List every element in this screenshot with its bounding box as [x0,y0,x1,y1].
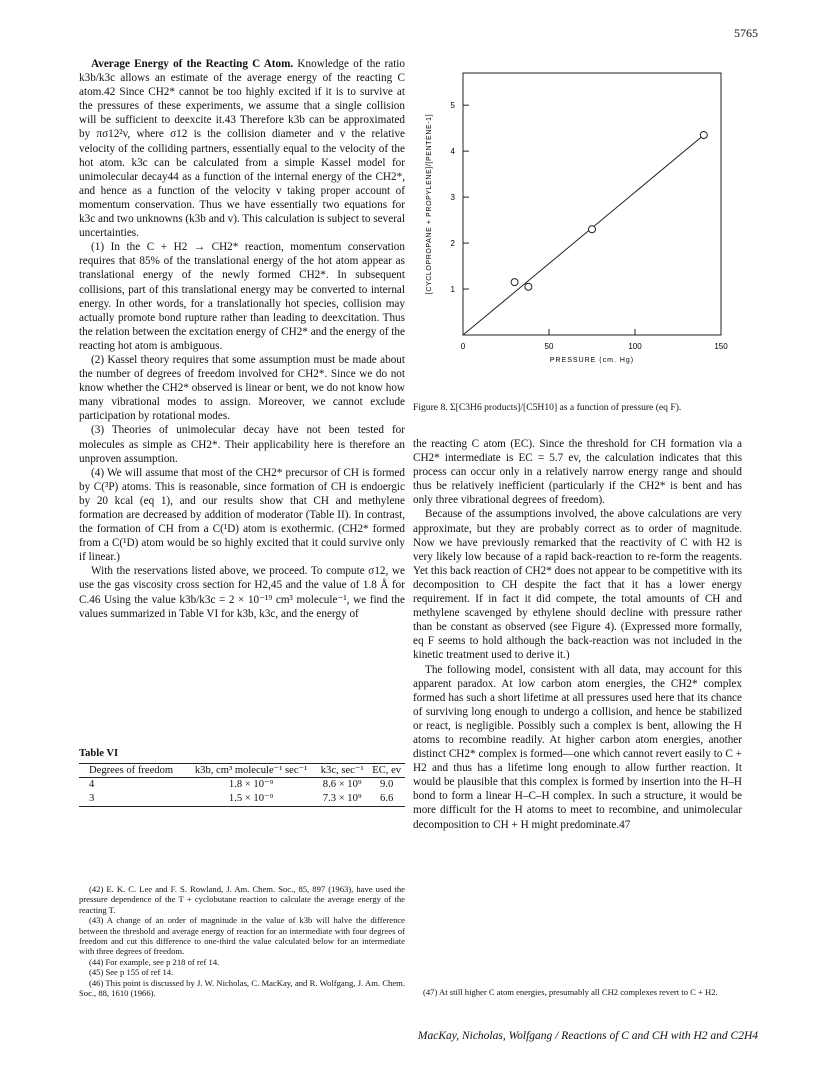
x-tick-label: 100 [628,342,642,351]
x-tick-label: 50 [544,342,554,351]
data-point [589,226,596,233]
table-header: Degrees of freedom [79,764,186,778]
footnote: (42) E. K. C. Lee and F. S. Rowland, J. Am. Chem. Soc., 85, 897 (1963), have used the pressure dependence of the T + cyclobutane reaction to calculate the average energy of the reacting T. [79,884,405,915]
table-cell: 8.6 × 10⁹ [322,779,362,790]
paragraph: (2) Kassel theory requires that some assumption must be made about the number of degrees of freedom involved for CH2*. Since we do not know whether the CH2* observed is linear or bent, we do not know how many vibrational modes to assign. Moreover, we cannot exclude participation by rotational modes. [79,353,405,423]
section-heading: Average Energy of the Reacting C Atom. [91,58,294,70]
figure-8-chart [413,55,743,367]
y-tick-label: 1 [450,285,455,295]
footnote: (47) At still higher C atom energies, presumably all CH2 complexes revert to C + H2. [423,987,718,997]
footnote: (43) A change of an order of magnitude in the value of k3b will halve the difference between the threshold and average energy of reaction for an intermediate with four degrees of freedom and cut this difference to one-third the value calculated below for an intermediate with three degrees of freedom. [79,915,405,957]
table-cell: 9.0 [380,779,394,790]
table-header: k3c, sec⁻¹ [316,764,368,778]
table-cell: 7.3 × 10⁹ [322,793,362,804]
data-point [700,132,707,139]
fit-line [463,135,704,335]
right-footnote [413,987,742,997]
paragraph: the reacting C atom (EC). Since the threshold for CH formation via a CH2* intermediate is EC = 5.7 ev, the calculation indicates that this process can occur only in a relatively narrow energy range and should thus be relatively inefficient (particularly if the CH2* is bent and has only three vibrational degrees of freedom). [413,438,742,507]
running-footer: MacKay, Nicholas, Wolfgang / Reactions of C and CH with H2 and C2H4 [417,1030,758,1042]
table-cell: 1.8 × 10⁻⁹ [228,779,274,790]
footnote: (44) For example, see p 218 of ref 14. [89,956,220,967]
table-header: k3b, cm³ molecule⁻¹ sec⁻¹ [186,764,316,778]
page-number: 5765 [734,26,758,40]
table-row [79,792,405,807]
data-table [79,763,405,807]
data-point [525,283,532,290]
paragraph: (4) We will assume that most of the CH2* precursor of CH is formed by C(³P) atoms. This is reasonable, since formation of CH is endoergic by 20 kcal (eq 1), and our results show that CH and methylene formation are decreased by addition of moderator (Table II). In contrast, the formation of CH from a C(¹D) atom is exothermic. (CH2* formed from a C(¹D) atom would be so highly excited that it could survive only if linear.) [79,466,405,564]
y-tick-label: 5 [450,101,455,111]
paragraph: With the reservations listed above, we proceed. To compute σ12, we use the gas viscosity cross section for H2,45 and the value of 1.8 Å for C.46 Using the value k3b/k3c = 2 × 10⁻¹⁹ cm³ molecule⁻¹, we find the values summarized in Table VI for k3b, k3c, and the energy of [79,565,405,620]
table-cell: 6.6 [380,793,394,804]
y-axis-label: [CYCLOPROPANE + PROPYLENE]/[PENTENE-1] [426,113,433,295]
y-tick-label: 2 [450,239,455,249]
table-cell: 4 [89,779,95,790]
right-column [413,437,742,832]
paragraph: Because of the assumptions involved, the above calculations are very approximate, but they are probably correct as to order of magnitude. Now we have previously remarked that the reactivity of C with H2 is very likely low because of a rapid back-reaction to re-form the reagents. Yet this back reaction of CH2* does not appear to be competitive with its decomposition to CH despite the fact that it has a lower energy requirement. If in fact it did compete, the total amounts of CH and methylene scavenged by ethylene should decline with pressure rather than be constant as observed (see Figure 4). (Expressed more formally, eq F seems to hold although the back-reaction was not included in the kinetic treatment used to derive it.) [413,508,742,662]
x-tick-label: 150 [714,342,728,351]
footnote: (46) This point is discussed by J. W. Nicholas, C. MacKay, and R. Wolfgang, J. Am. Chem. Soc., 88, 1610 (1966). [79,977,405,999]
table-caption: Table VI [79,748,119,759]
table-vi [79,748,405,807]
table-cell: 3 [89,793,95,804]
paragraph: The following model, consistent with all data, may account for this apparent paradox. At low carbon atom energies, the CH2* complex formed has such a short lifetime at all pressures used here that its chance of surviving long enough to undergo a collision, and hence be stabilized or react, is negligible. Possibly such a complex is bent, allowing the H atoms to recombine readily. At higher carbon atom energies, another distinct CH2* complex is formed—one which cannot revert easily to C + H2 and thus has a lifetime long enough to allow further reaction. It would be plausible that this complex is formed by insertion into the H–H bond to form a linear H–C–H complex. In such a structure, it would be more difficult for the H atoms to meet to recombine, and unimolecular decomposition to CH + H might predominate.47 [413,663,742,831]
y-tick-label: 4 [450,147,455,157]
left-footnotes [79,884,405,998]
y-tick-label: 3 [450,193,455,203]
figure-caption: Figure 8. Σ[C3H6 products]/[C5H10] as a function of pressure (eq F). [413,402,682,413]
table-row [79,778,405,793]
paragraph: Knowledge of the ratio k3b/k3c allows an estimate of the average energy of the reacting C atom.42 Since CH2* cannot be too highly excited if it is to survive at the pressures of these experiments, we assume that a single collision will be sufficient to deexcite it.43 Therefore k3b can be approximated by πσ12²v, where σ12 is the collision diameter and v the relative velocity of the colliding partners, essentially equal to the velocity of the hot atom. k3c can be calculated from a simple Kassel model for unimolecular decay44 as a function of the internal energy of the CH2*, and hence as a function of the velocity v taking proper account of momentum conservation. Thus we have essentially two equations for k3c and two unknowns (k3b and v). This calculation is subject to several uncertainties. [79,58,406,240]
x-tick-label: 0 [460,342,466,351]
data-point [511,279,518,286]
paragraph: (1) In the C + H2 → CH2* reaction, momentum conservation requires that 85% of the translational energy of the hot atom appear as translational energy of the newly formed CH2*. In subsequent collisions, part of this translational energy may be converted to internal energy. In other words, for a translationally hot species, collision may actually promote bond rupture rather than leading to deexcitation. Thus the relation between the excitation energy of CH2* and the energy of the reacting hot atom is ambiguous. [79,241,405,352]
left-column [79,57,405,621]
plot-frame [463,73,721,335]
table-header: EC, ev [368,764,405,778]
x-axis-label: PRESSURE (cm. Hg) [549,357,635,364]
footnote: (45) See p 155 of ref 14. [89,967,174,978]
table-cell: 1.5 × 10⁻⁹ [228,793,274,804]
paragraph: (3) Theories of unimolecular decay have not been tested for molecules as simple as CH2*. Their applicability here is therefore an unproven assumption. [79,424,405,465]
